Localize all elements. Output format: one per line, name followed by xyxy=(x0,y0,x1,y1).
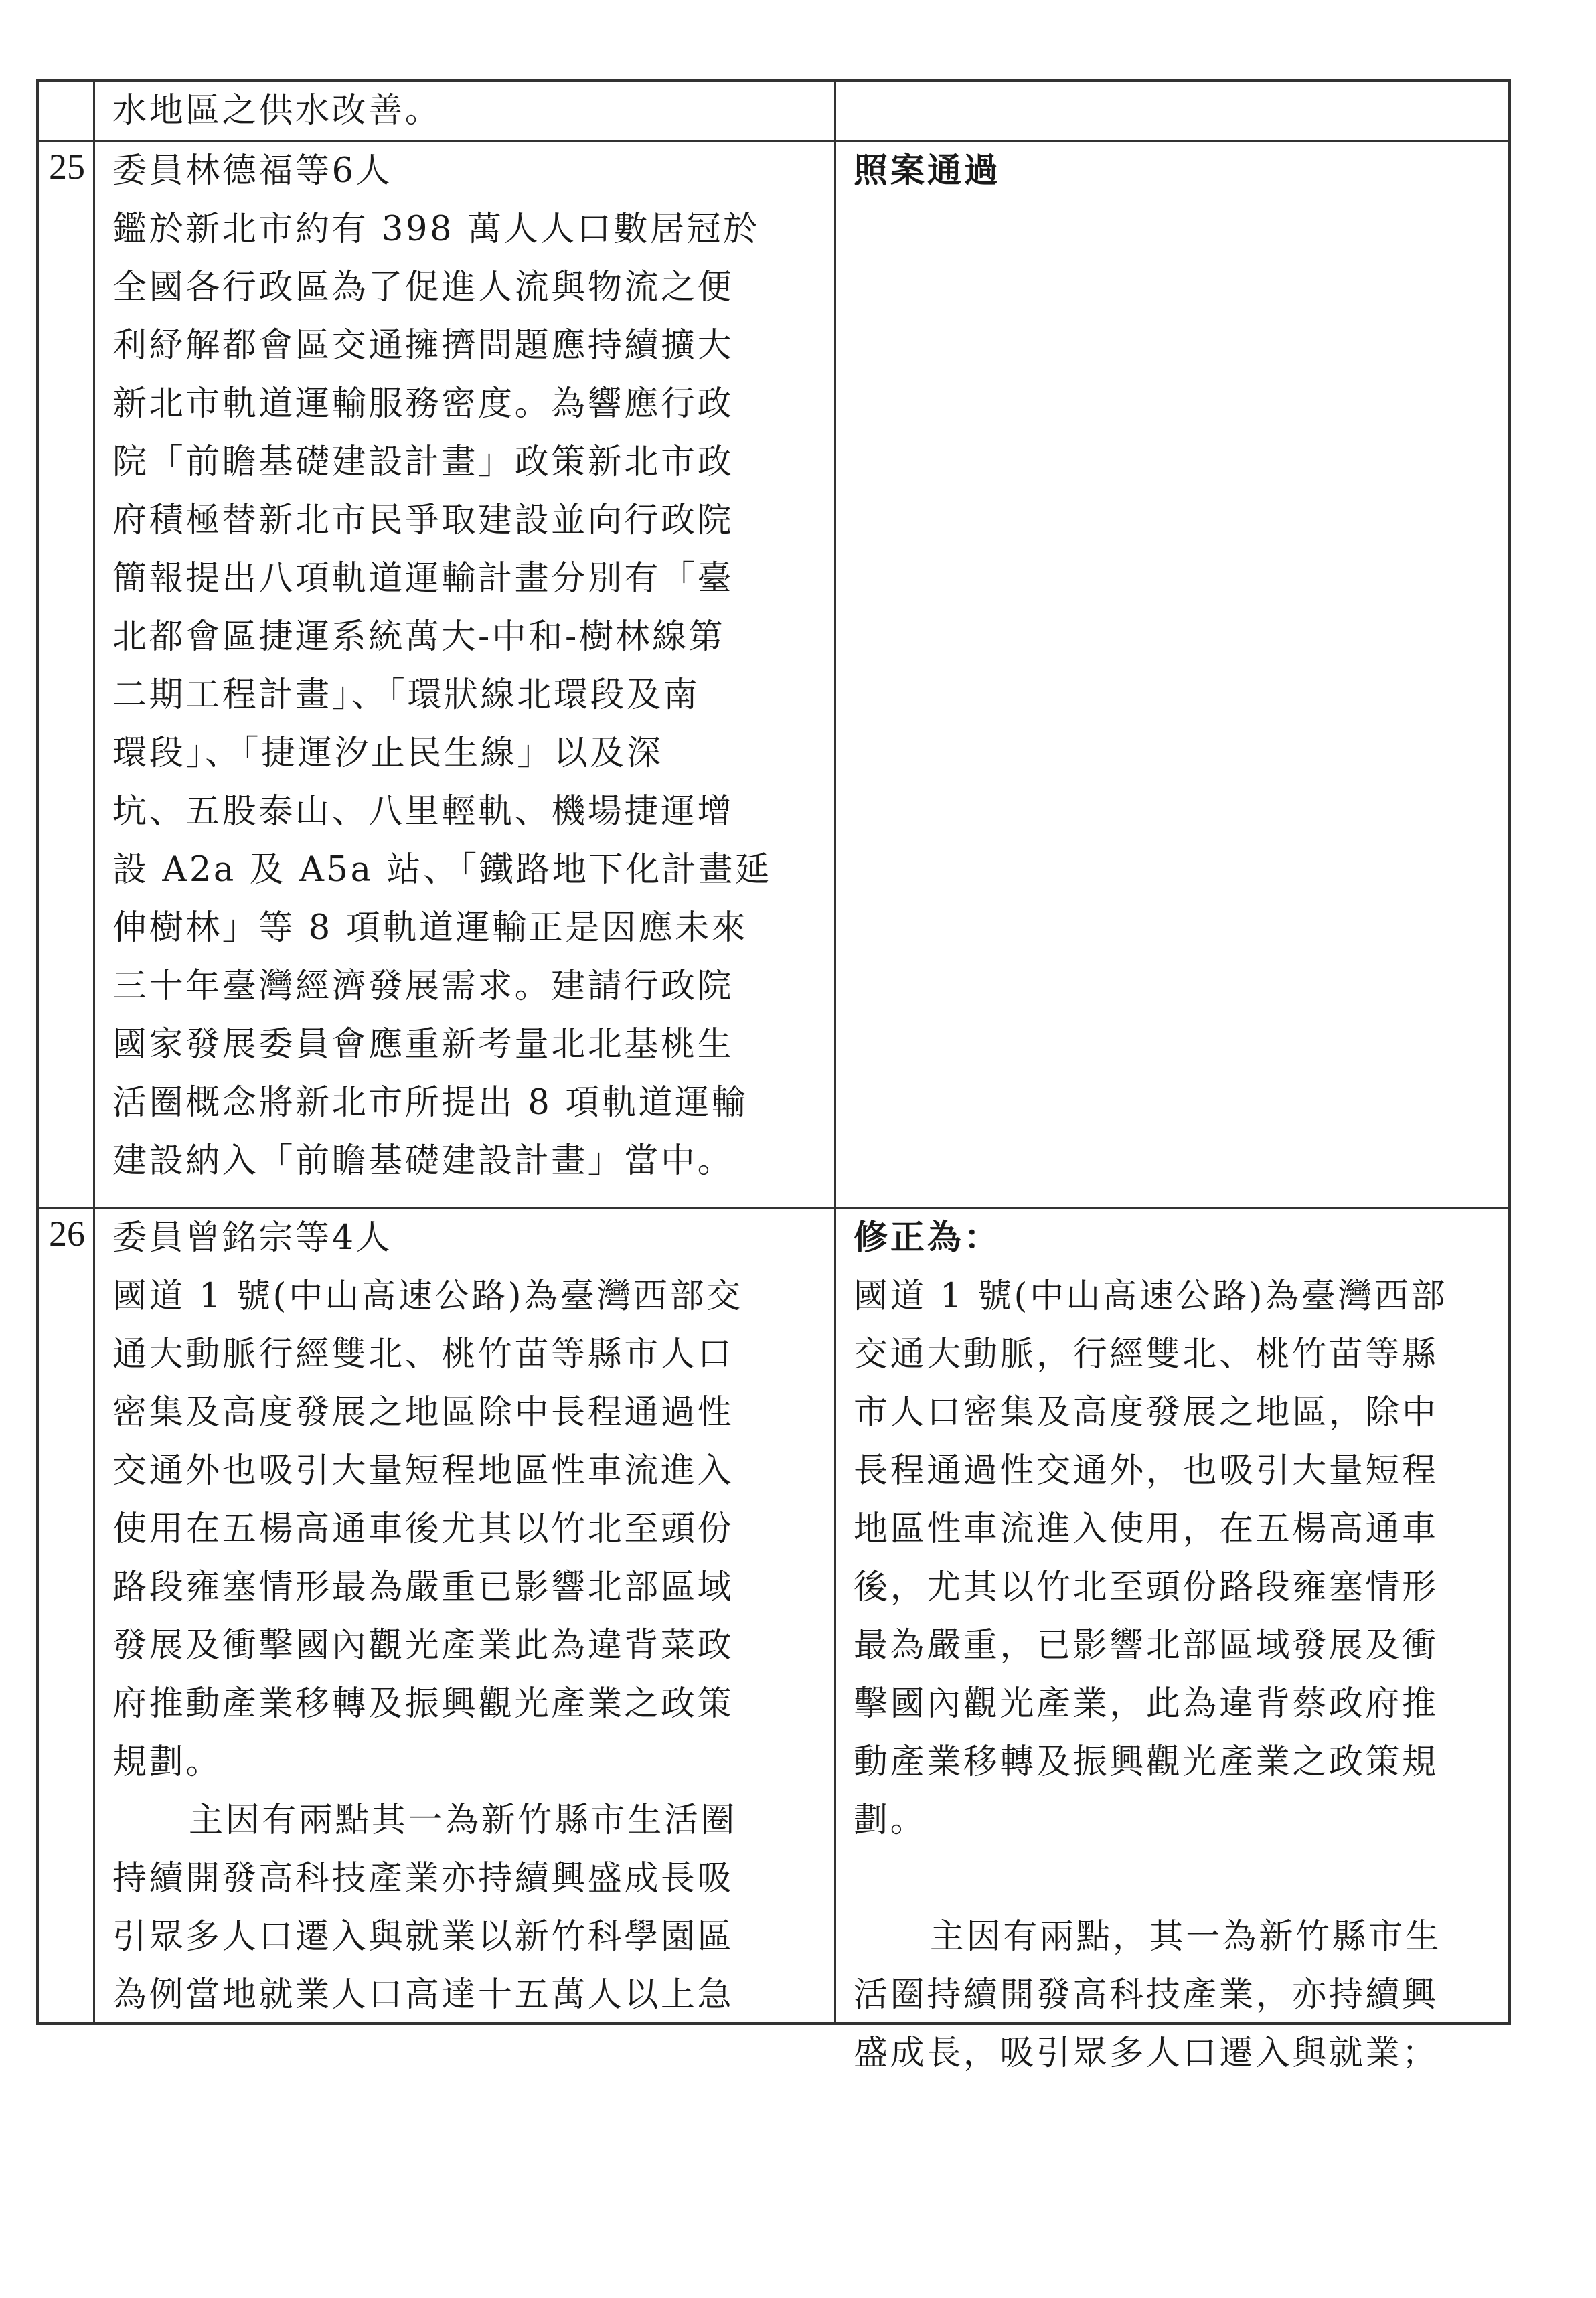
text-line: 發展及衝擊國內觀光產業此為違背菜政 xyxy=(112,1626,734,1665)
result-cell-26 xyxy=(854,1209,1510,2073)
text-line: 盛成長，吸引眾多人口遷入與就業； xyxy=(854,2034,1439,2073)
text-line: 簡報提出八項軌道運輸計畫分別有「臺 xyxy=(112,559,734,598)
result-heading-26: 修正為： xyxy=(854,1218,1002,1258)
proposal-table xyxy=(36,79,1511,2073)
text-line: 市人口密集及高度發展之地區，除中 xyxy=(854,1393,1439,1432)
proposer-25: 委員林德福等6人 xyxy=(112,151,393,191)
text-line: 環段」、「捷運汐止民生線」以及深 xyxy=(112,734,663,773)
proposer-26: 委員曾銘宗等4人 xyxy=(112,1218,393,1258)
text-line: 交通外也吸引大量短程地區性車流進入 xyxy=(112,1451,734,1491)
text-line: 引眾多人口遷入與就業以新竹科學園區 xyxy=(112,1917,734,1957)
row-number-26: 26 xyxy=(49,1214,85,1254)
text-line xyxy=(854,1850,1510,1908)
text-line: 設 A2a 及 A5a 站、「鐵路地下化計畫延 xyxy=(112,850,772,890)
result-heading-25: 照案通過 xyxy=(854,151,1002,191)
text-line: 長程通過性交通外，也吸引大量短程 xyxy=(854,1451,1439,1491)
proposal-text-cell-26 xyxy=(112,1209,832,2026)
proposal-text-cell-25 xyxy=(112,142,832,1205)
text-line: 國道 1 號(中山高速公路)為臺灣西部交 xyxy=(112,1277,743,1316)
text-line: 最為嚴重，已影響北部區域發展及衝 xyxy=(854,1626,1439,1665)
text-line: 地區性車流進入使用，在五楊高通車 xyxy=(854,1509,1439,1549)
text-line: 建設納入「前瞻基礎建設計畫」當中。 xyxy=(112,1141,734,1181)
column-divider-result xyxy=(834,82,836,2022)
text-line: 利紓解都會區交通擁擠問題應持續擴大 xyxy=(112,326,734,365)
text-line: 三十年臺灣經濟發展需求。建請行政院 xyxy=(112,967,734,1006)
text-line: 府推動產業移轉及振興觀光產業之政策 xyxy=(112,1684,734,1724)
row-number-25: 25 xyxy=(49,147,85,187)
carry-over-result xyxy=(854,82,1503,140)
text-line: 主因有兩點，其一為新竹縣市生 xyxy=(930,1917,1442,1957)
text-line: 為例當地就業人口高達十五萬人以上急 xyxy=(112,1975,734,2015)
text-line: 使用在五楊高通車後尤其以竹北至頭份 xyxy=(112,1509,734,1549)
text-line: 規劃。 xyxy=(112,1742,222,1782)
text-line: 國道 1 號(中山高速公路)為臺灣西部 xyxy=(854,1277,1448,1316)
text-line: 國家發展委員會應重新考量北北基桃生 xyxy=(112,1025,734,1064)
text-line: 持續開發高科技產業亦持續興盛成長吸 xyxy=(112,1859,734,1898)
row-number xyxy=(39,82,95,140)
text-line: 坑、五股泰山、八里輕軌、機場捷運增 xyxy=(112,792,734,831)
column-divider-number xyxy=(93,82,95,2022)
text-line: 全國各行政區為了促進人流與物流之便 xyxy=(112,268,734,307)
text-line: 交通大動脈，行經雙北、桃竹苗等縣 xyxy=(854,1335,1439,1374)
text-line: 動產業移轉及振興觀光產業之政策規 xyxy=(854,1742,1439,1782)
text-line: 新北市軌道運輸服務密度。為響應行政 xyxy=(112,384,734,424)
text-line: 活圈概念將新北市所提出 8 項軌道運輸 xyxy=(112,1083,748,1123)
carry-over-text-cell xyxy=(112,82,829,140)
text-line: 路段雍塞情形最為嚴重已影響北部區域 xyxy=(112,1568,734,1607)
text-line: 北都會區捷運系統萬大-中和-樹林線第 xyxy=(112,617,726,657)
text-line: 主因有兩點其一為新竹縣市生活圈 xyxy=(189,1801,738,1840)
text-line: 院「前瞻基礎建設計畫」政策新北市政 xyxy=(112,442,734,482)
text-line: 擊國內觀光產業，此為違背蔡政府推 xyxy=(854,1684,1439,1724)
carry-over-text: 水地區之供水改善。 xyxy=(112,91,442,131)
text-line: 伸樹林」等 8 項軌道運輸正是因應未來 xyxy=(112,908,748,948)
text-line: 後，尤其以竹北至頭份路段雍塞情形 xyxy=(854,1568,1439,1607)
text-line: 劃。 xyxy=(854,1801,927,1840)
text-line: 密集及高度發展之地區除中長程通過性 xyxy=(112,1393,734,1432)
text-line: 活圈持續開發高科技產業，亦持續興 xyxy=(854,1975,1439,2015)
text-line: 府積極替新北市民爭取建設並向行政院 xyxy=(112,501,734,540)
result-cell-25 xyxy=(854,142,1506,1205)
text-line: 二期工程計畫」、「環狀線北環段及南 xyxy=(112,675,700,715)
text-line: 鑑於新北市約有 398 萬人人口數居冠於 xyxy=(112,210,760,249)
text-line: 通大動脈行經雙北、桃竹苗等縣市人口 xyxy=(112,1335,734,1374)
